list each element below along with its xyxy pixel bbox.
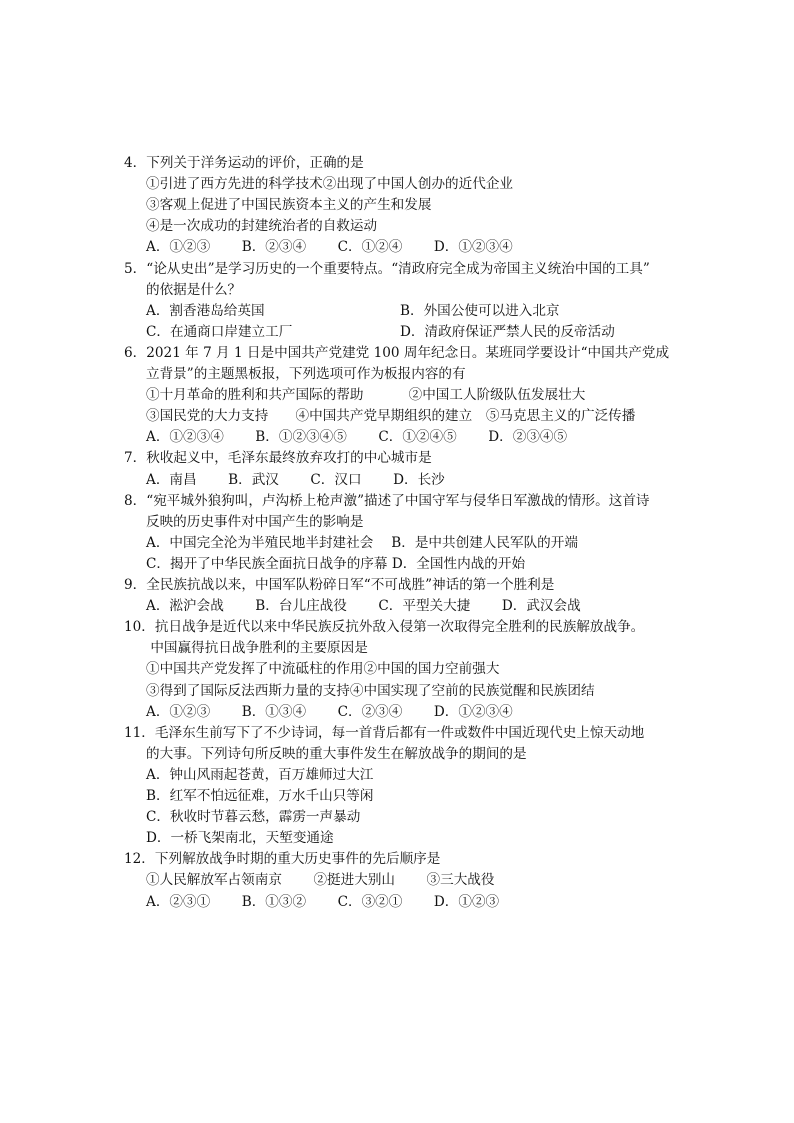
question-stem: 10．抗日战争是近代以来中华民族反抗外敌入侵第一次取得完全胜利的民族解放战争。 bbox=[124, 619, 645, 636]
question-line: 立背景”的主题黑板报，下列选项可作为板报内容的有 bbox=[146, 366, 466, 382]
question-line: 反映的历史事件对中国产生的影响是 bbox=[146, 513, 364, 530]
question-stem: 11．毛泽东生前写下了不少诗词，每一首背后都有一件或数件中国近现代史上惊天动地 bbox=[124, 724, 645, 741]
question-line: A．①②③④ B．①②③④⑤ C．①②④⑤ D．②③④⑤ bbox=[146, 429, 568, 446]
question-line: 中国赢得抗日战争胜利的主要原因是 bbox=[146, 640, 368, 657]
question-line: A．①②③ B．①③④ C．②③④ D．①②③④ bbox=[146, 703, 513, 720]
question-line: ③客观上促进了中国民族资本主义的产生和发展 bbox=[146, 197, 432, 214]
question-line: C．揭开了中华民族全面抗日战争的序幕 D．全国性内战的开始 bbox=[146, 555, 526, 572]
question-line: ③国民党的大力支持 ④中国共产党早期组织的建立 ⑤马克思主义的广泛传播 bbox=[146, 408, 636, 425]
option-right: D．清政府保证严禁人民的反帝活动 bbox=[400, 323, 615, 340]
question-line: A．中国完全沦为半殖民地半封建社会 B．是中共创建人民军队的开端 bbox=[146, 534, 578, 551]
question-line: D．一桥飞架南北，天堑变通途 bbox=[146, 830, 334, 847]
question-line: A．②③① B．①③② C．③②① D．①②③ bbox=[146, 893, 500, 910]
question-line: A．钟山风雨起苍黄，百万雄师过大江 bbox=[146, 766, 374, 783]
question-stem: 12．下列解放战争时期的重大历史事件的先后顺序是 bbox=[124, 851, 441, 868]
option-left: C．在通商口岸建立工厂 bbox=[146, 323, 293, 340]
question-stem: 8．“宛平城外狼狗叫，卢沟桥上枪声激”描述了中国守军与侵华日军激战的情形。这首诗 bbox=[124, 492, 650, 509]
question-line: A．①②③ B．②③④ C．①②④ D．①②③④ bbox=[146, 239, 513, 256]
question-stem: 6．2021 年 7 月 1 日是中国共产党建党 100 周年纪念日。某班同学要设计“中国共产党成 bbox=[124, 344, 670, 361]
option-right: B．外国公使可以进入北京 bbox=[400, 302, 560, 319]
option-left: A．割香港岛给英国 bbox=[146, 302, 265, 319]
question-line: ①中国共产党发挥了中流砥柱的作用②中国的国力空前强大 bbox=[146, 661, 500, 678]
question-stem: 9．全民族抗战以来，中国军队粉碎日军“不可战胜”神话的第一个胜利是 bbox=[124, 577, 555, 593]
question-line: ④是一次成功的封建统治者的自救运动 bbox=[146, 218, 378, 235]
question-line: A．南昌 B．武汉 C．汉口 D．长沙 bbox=[146, 471, 445, 488]
question-line: 的依据是什么？ bbox=[146, 281, 242, 298]
question-line: ③得到了国际反法西斯力量的支持④中国实现了空前的民族觉醒和民族团结 bbox=[146, 682, 595, 699]
question-line: A．淞沪会战 B．台儿庄战役 C．平型关大捷 D．武汉会战 bbox=[146, 598, 581, 615]
question-line: 的大事。下列诗句所反映的重大事件发生在解放战争的期间的是 bbox=[146, 745, 527, 762]
question-line: C．秋收时节暮云愁，霹雳一声暴动 bbox=[146, 809, 361, 826]
question-line: ①十月革命的胜利和共产国际的帮助 ②中国工人阶级队伍发展壮大 bbox=[146, 387, 586, 404]
question-line: ①人民解放军占领南京 ②挺进大别山 ③三大战役 bbox=[146, 872, 495, 889]
question-line: ①引进了西方先进的科学技术②出现了中国人创办的近代企业 bbox=[146, 176, 514, 193]
question-line: B．红军不怕远征难，万水千山只等闲 bbox=[146, 788, 374, 804]
question-stem: 5．“论从史出”是学习历史的一个重要特点。“清政府完全成为帝国主义统治中国的工具” bbox=[124, 260, 650, 277]
question-stem: 7．秋收起义中，毛泽东最终放弃攻打的中心城市是 bbox=[124, 450, 432, 467]
question-stem: 4．下列关于洋务运动的评价，正确的是 bbox=[124, 155, 364, 171]
